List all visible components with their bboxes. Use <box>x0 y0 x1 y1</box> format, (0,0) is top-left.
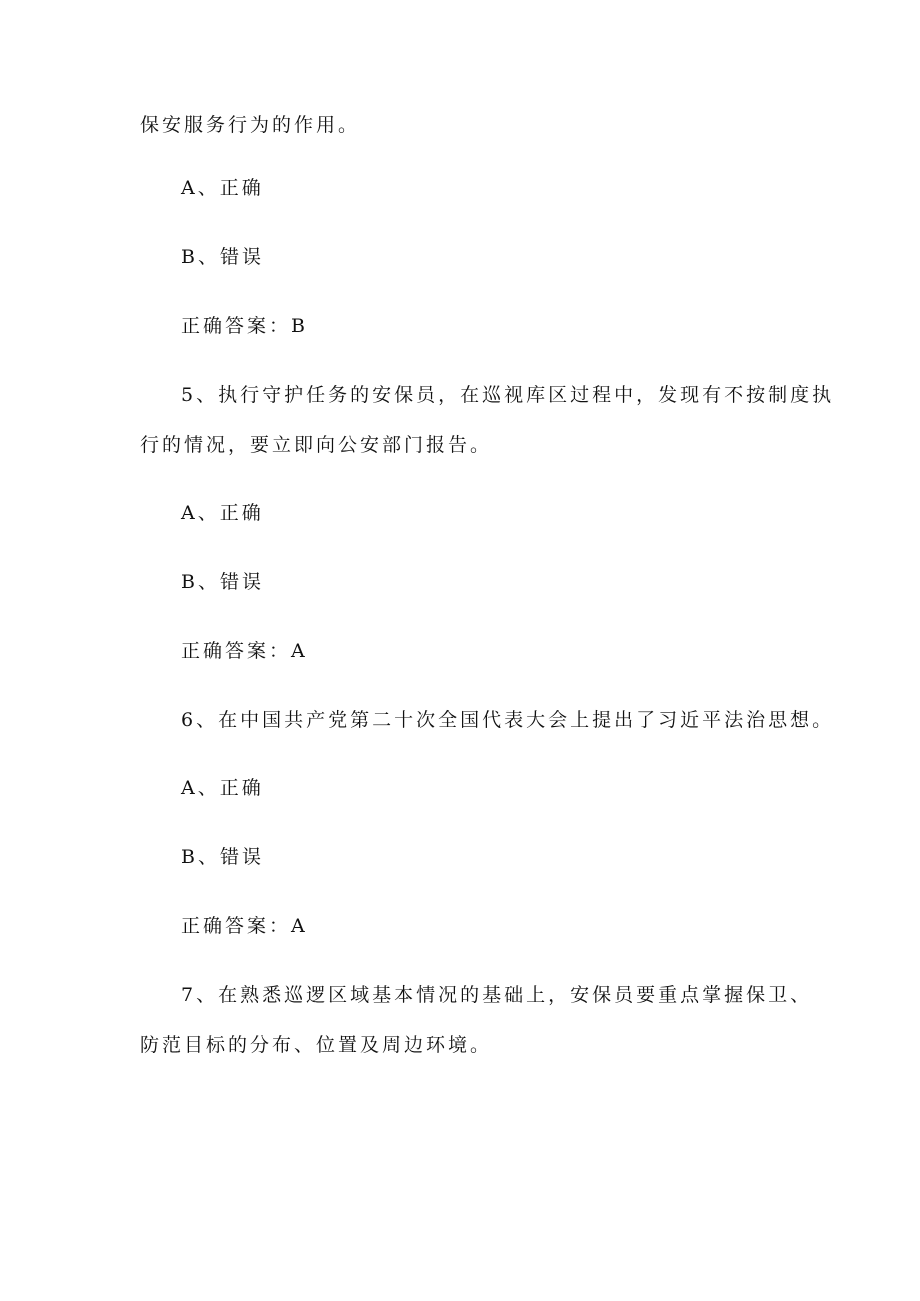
question-6-text: 6、在中国共产党第二十次全国代表大会上提出了习近平法治思想。 <box>181 709 835 731</box>
question-5-option-a: A、正确 <box>181 502 264 524</box>
question-4-continuation: 保安服务行为的作用。 <box>140 114 361 136</box>
question-4-option-b: B、错误 <box>181 246 264 268</box>
question-5-text-line-1: 5、执行守护任务的安保员，在巡视库区过程中，发现有不按制度执 <box>181 384 835 406</box>
question-6-option-a: A、正确 <box>181 777 264 799</box>
question-5-answer: 正确答案：A <box>181 640 308 662</box>
question-6-option-b: B、错误 <box>181 846 264 868</box>
question-7-text-line-2: 防范目标的分布、位置及周边环境。 <box>140 1034 493 1056</box>
question-7-text-line-1: 7、在熟悉巡逻区域基本情况的基础上，安保员要重点掌握保卫、 <box>181 984 813 1006</box>
question-5-text-line-2: 行的情况，要立即向公安部门报告。 <box>140 434 493 456</box>
question-5-option-b: B、错误 <box>181 571 264 593</box>
question-4-option-a: A、正确 <box>181 177 264 199</box>
question-6-answer: 正确答案：A <box>181 915 308 937</box>
question-4-answer: 正确答案：B <box>181 315 308 337</box>
